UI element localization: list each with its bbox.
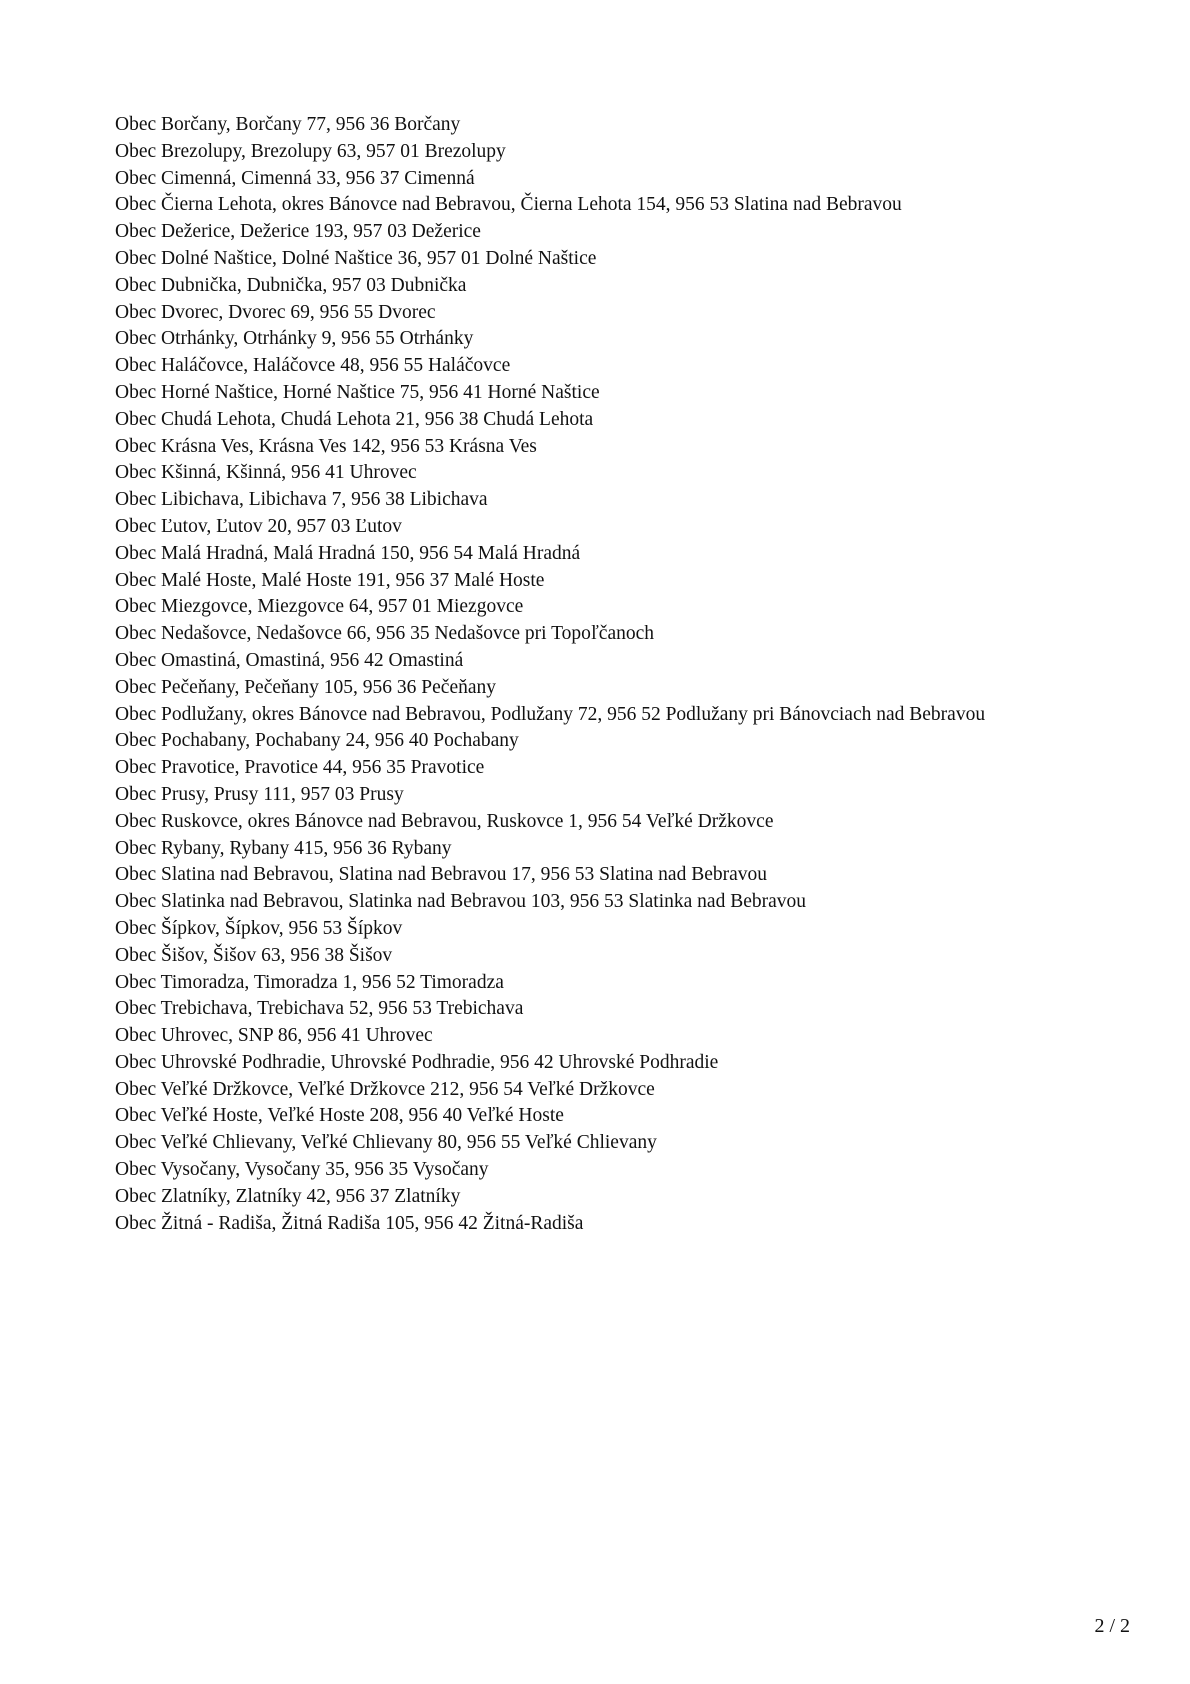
address-entry: Obec Žitná - Radiša, Žitná Radiša 105, 956 42 Žitná-Radiša — [115, 1212, 584, 1234]
address-entry: Obec Ľutov, Ľutov 20, 957 03 Ľutov — [115, 515, 402, 537]
address-entry: Obec Omastiná, Omastiná, 956 42 Omastiná — [115, 649, 464, 671]
address-entry: Obec Šípkov, Šípkov, 956 53 Šípkov — [115, 917, 403, 939]
address-entry: Obec Libichava, Libichava 7, 956 38 Libichava — [115, 489, 488, 511]
address-entry: Obec Pochabany, Pochabany 24, 956 40 Pochabany — [115, 730, 519, 752]
address-entry: Obec Podlužany, okres Bánovce nad Bebravou, Podlužany 72, 956 52 Podlužany pri Bánovciach nad Bebravou — [115, 703, 986, 725]
address-entry: Obec Dubnička, Dubnička, 957 03 Dubnička — [115, 274, 467, 296]
address-entry: Obec Timoradza, Timoradza 1, 956 52 Timoradza — [115, 971, 504, 993]
address-entry: Obec Nedašovce, Nedašovce 66, 956 35 Nedašovce pri Topoľčanoch — [115, 623, 655, 645]
address-entry: Obec Kšinná, Kšinná, 956 41 Uhrovec — [115, 462, 417, 484]
address-entry: Obec Brezolupy, Brezolupy 63, 957 01 Brezolupy — [115, 140, 506, 162]
address-entry: Obec Miezgovce, Miezgovce 64, 957 01 Miezgovce — [115, 596, 524, 618]
address-entry: Obec Slatina nad Bebravou, Slatina nad Bebravou 17, 956 53 Slatina nad Bebravou — [115, 864, 768, 886]
municipality-address-list — [115, 112, 1155, 1237]
address-entry: Obec Chudá Lehota, Chudá Lehota 21, 956 38 Chudá Lehota — [115, 408, 594, 430]
address-entry: Obec Veľké Hoste, Veľké Hoste 208, 956 40 Veľké Hoste — [115, 1105, 564, 1127]
page-number: 2 / 2 — [1094, 1615, 1130, 1637]
address-entry: Obec Krásna Ves, Krásna Ves 142, 956 53 Krásna Ves — [115, 435, 537, 457]
address-entry: Obec Dvorec, Dvorec 69, 956 55 Dvorec — [115, 301, 436, 323]
address-entry: Obec Malé Hoste, Malé Hoste 191, 956 37 Malé Hoste — [115, 569, 545, 591]
address-entry: Obec Cimenná, Cimenná 33, 956 37 Cimenná — [115, 167, 475, 189]
address-entry: Obec Dežerice, Dežerice 193, 957 03 Dežerice — [115, 221, 481, 243]
address-entry: Obec Otrhánky, Otrhánky 9, 956 55 Otrhánky — [115, 328, 474, 350]
address-entry: Obec Veľké Chlievany, Veľké Chlievany 80, 956 55 Veľké Chlievany — [115, 1132, 657, 1154]
address-entry: Obec Horné Naštice, Horné Naštice 75, 956 41 Horné Naštice — [115, 381, 600, 403]
address-entry: Obec Zlatníky, Zlatníky 42, 956 37 Zlatníky — [115, 1185, 461, 1207]
address-entry: Obec Uhrovec, SNP 86, 956 41 Uhrovec — [115, 1025, 433, 1047]
address-entry: Obec Ruskovce, okres Bánovce nad Bebravou, Ruskovce 1, 956 54 Veľké Držkovce — [115, 810, 774, 832]
address-entry: Obec Pravotice, Pravotice 44, 956 35 Pravotice — [115, 757, 485, 779]
address-entry: Obec Slatinka nad Bebravou, Slatinka nad Bebravou 103, 956 53 Slatinka nad Bebravou — [115, 891, 807, 913]
address-entry: Obec Veľké Držkovce, Veľké Držkovce 212, 956 54 Veľké Držkovce — [115, 1078, 655, 1100]
address-entry: Obec Pečeňany, Pečeňany 105, 956 36 Pečeňany — [115, 676, 497, 698]
address-entry: Obec Rybany, Rybany 415, 956 36 Rybany — [115, 837, 452, 859]
address-entry: Obec Uhrovské Podhradie, Uhrovské Podhradie, 956 42 Uhrovské Podhradie — [115, 1051, 719, 1073]
address-entry: Obec Borčany, Borčany 77, 956 36 Borčany — [115, 114, 461, 135]
address-entry: Obec Vysočany, Vysočany 35, 956 35 Vysočany — [115, 1159, 489, 1181]
address-entry: Obec Prusy, Prusy 111, 957 03 Prusy — [115, 783, 404, 805]
address-entry: Obec Dolné Naštice, Dolné Naštice 36, 957 01 Dolné Naštice — [115, 247, 597, 269]
address-entry: Obec Šišov, Šišov 63, 956 38 Šišov — [115, 944, 393, 966]
address-entry: Obec Čierna Lehota, okres Bánovce nad Bebravou, Čierna Lehota 154, 956 53 Slatina nad Bebravou — [115, 194, 902, 216]
address-entry: Obec Trebichava, Trebichava 52, 956 53 Trebichava — [115, 998, 524, 1020]
address-entry: Obec Haláčovce, Haláčovce 48, 956 55 Haláčovce — [115, 355, 511, 377]
address-entry: Obec Malá Hradná, Malá Hradná 150, 956 54 Malá Hradná — [115, 542, 581, 564]
